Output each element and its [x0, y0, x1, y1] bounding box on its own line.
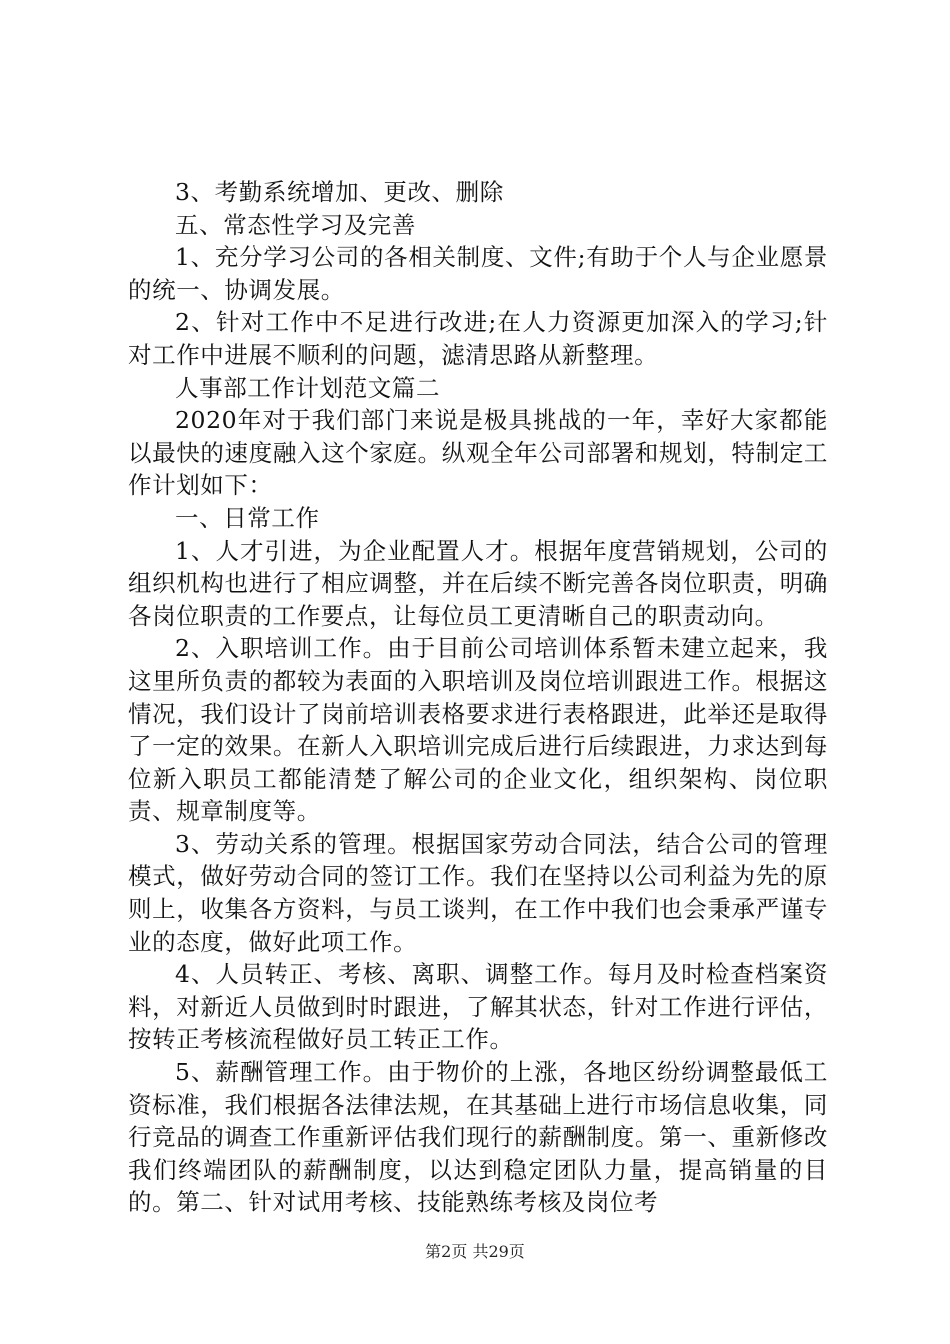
- page-number-footer: 第2页 共29页: [425, 1242, 525, 1261]
- paragraph: 2020年对于我们部门来说是极具挑战的一年，幸好大家都能以最快的速度融入这个家庭。纵观全年公司部署和规划，特制定工作计划如下：: [128, 406, 828, 500]
- section-heading: 一、日常工作: [175, 503, 320, 532]
- paragraph: 3、劳动关系的管理。根据国家劳动合同法，结合公司的管理模式，做好劳动合同的签订工作。我们在坚持以公司利益为先的原则上，收集各方资料，与员工谈判，在工作中我们也会秉承严谨专业的态度，做好此项工作。: [128, 829, 828, 956]
- paragraph: 2、针对工作中不足进行改进;在人力资源更加深入的学习;针对工作中进展不顺利的问题，滤清思路从新整理。: [128, 308, 828, 369]
- section-heading: 五、常态性学习及完善: [175, 210, 416, 239]
- paragraph: 1、人才引进，为企业配置人才。根据年度营销规划，公司的组织机构也进行了相应调整，并在后续不断完善各岗位职责，明确各岗位职责的工作要点，让每位员工更清晰自己的职责动向。: [128, 536, 828, 630]
- document-body: [128, 176, 828, 1219]
- paragraph: 4、人员转正、考核、离职、调整工作。每月及时检查档案资料，对新近人员做到时时跟进，了解其状态，针对工作进行评估，按转正考核流程做好员工转正工作。: [128, 960, 828, 1054]
- paragraph: 3、考勤系统增加、更改、删除: [175, 178, 504, 206]
- article-title: 人事部工作计划范文篇二: [175, 373, 441, 402]
- paragraph: 2、入职培训工作。由于目前公司培训体系暂未建立起来，我这里所负责的都较为表面的入职培训及岗位培训跟进工作。根据这情况，我们设计了岗前培训表格要求进行表格跟进，此举还是取得了一定的效果。在新人入职培训完成后进行后续跟进，力求达到每位新入职员工都能清楚了解公司的企业文化，组织架构、岗位职责、规章制度等。: [128, 634, 828, 826]
- paragraph: 1、充分学习公司的各相关制度、文件;有助于个人与企业愿景的统一、协调发展。: [128, 243, 828, 304]
- paragraph: 5、薪酬管理工作。由于物价的上涨，各地区纷纷调整最低工资标准，我们根据各法律法规，在其基础上进行市场信息收集，同行竞品的调查工作重新评估我们现行的薪酬制度。第一、重新修改我们终端团队的薪酬制度，以达到稳定团队力量，提高销量的目的。第二、针对试用考核、技能熟练考核及岗位考: [128, 1058, 828, 1217]
